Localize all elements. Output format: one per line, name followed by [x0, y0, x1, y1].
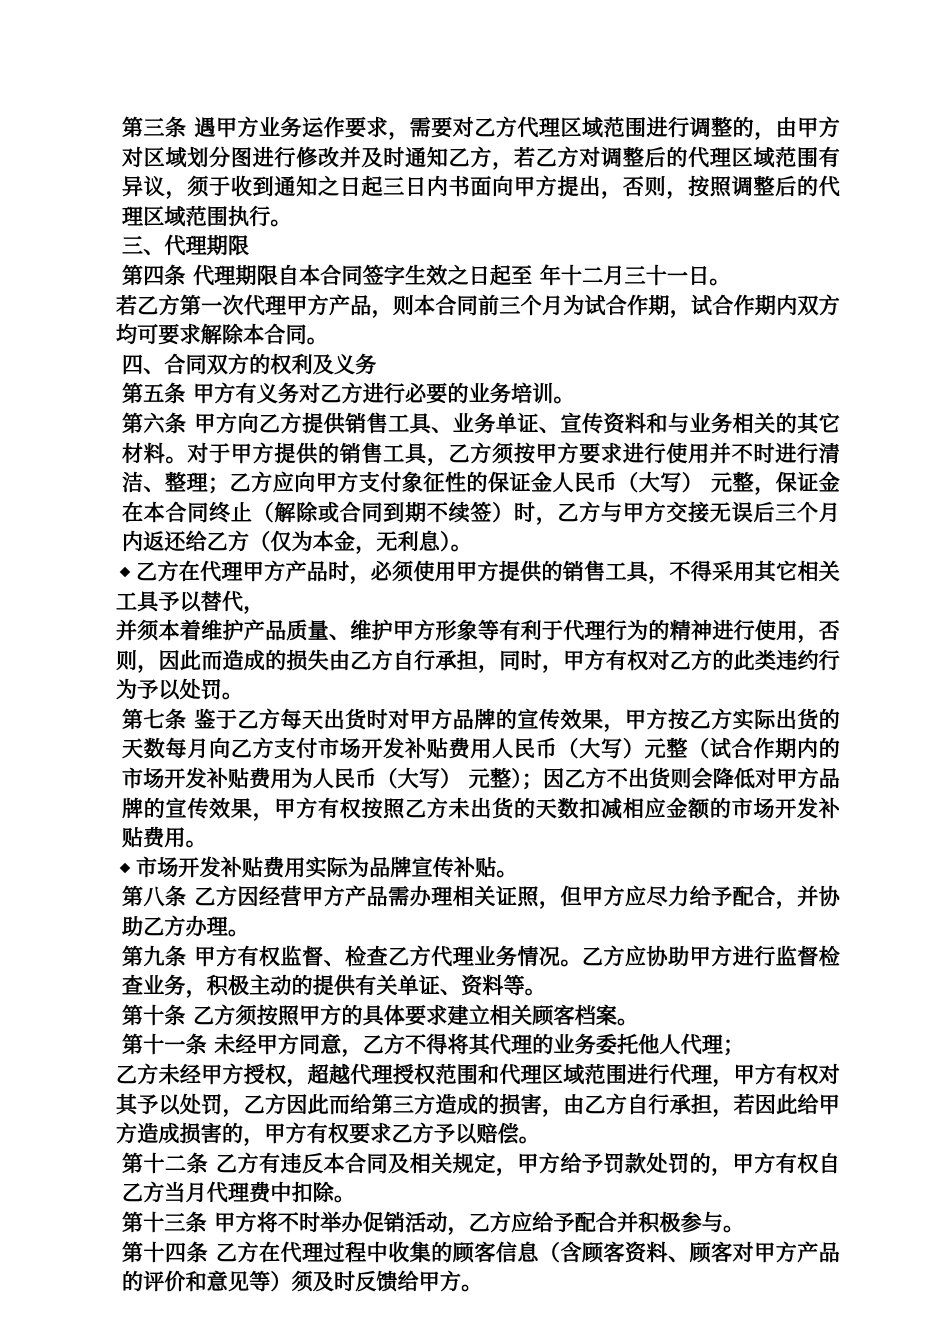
article-11-continuation: 乙方未经甲方授权，超越代理授权范围和代理区域范围进行代理，甲方有权对其予以处罚，乙方因此而给第三方造成的损害，由乙方自行承担，若因此给甲方造成损害的，甲方有权要求乙方予以赔偿。 — [116, 1063, 840, 1147]
bullet-item-text: 乙方在代理甲方产品时，必须使用甲方提供的销售工具，不得采用其它相关工具予以替代， — [116, 559, 840, 614]
article-10: 第十条 乙方须按照甲方的具体要求建立相关顾客档案。 — [122, 1003, 639, 1028]
article-5: 第五条 甲方有义务对乙方进行必要的业务培训。 — [122, 382, 575, 407]
article-7: 第七条 鉴于乙方每天出货时对甲方品牌的宣传效果，甲方按乙方实际出货的天数每月向乙方支付市场开发补贴费用人民币（大写）元整（试合作期内的市场开发补贴费用为人民币（大写） 元整）；因乙方不出货则会降低对甲方品牌的宣传效果，甲方有权按照乙方未出货的天数扣减相应金额的市场开发补贴费用。 — [122, 707, 840, 851]
article-9: 第九条 甲方有权监督、检查乙方代理业务情况。乙方应协助甲方进行监督检查业务，积极主动的提供有关单证、资料等。 — [122, 944, 840, 999]
article-14: 第十四条 乙方在代理过程中收集的顾客信息（含顾客资料、顾客对甲方产品的评价和意见等）须及时反馈给甲方。 — [122, 1240, 840, 1295]
article-11: 第十一条 未经甲方同意，乙方不得将其代理的业务委托他人代理； — [122, 1033, 745, 1058]
article-4: 第四条 代理期限自本合同签字生效之日起至 年十二月三十一日。 — [122, 263, 731, 288]
section-heading-3: 三、代理期限 — [122, 234, 250, 259]
document-page — [116, 114, 840, 1298]
article-3: 第三条 遇甲方业务运作要求，需要对乙方代理区域范围进行调整的，由甲方对区域划分图进行修改并及时通知乙方，若乙方对调整后的代理区域范围有异议，须于收到通知之日起三日内书面向甲方提出，否则，按照调整后的代理区域范围执行。 — [122, 116, 840, 229]
diamond-bullet-icon — [120, 863, 131, 874]
article-6: 第六条 甲方向乙方提供销售工具、业务单证、宣传资料和与业务相关的其它材料。对于甲方提供的销售工具，乙方须按甲方要求进行使用并不时进行清洁、整理；乙方应向甲方支付象征性的保证金人民币（大写） 元整，保证金在本合同终止（解除或合同到期不续签）时，乙方与甲方交接无误后三个月内返还给乙方（仅为本金，无利息）。 — [122, 411, 840, 555]
bullet-item-subsidy — [116, 854, 840, 884]
article-4-continuation: 若乙方第一次代理甲方产品，则本合同前三个月为试合作期，试合作期内双方均可要求解除本合同。 — [116, 293, 840, 348]
bullet-item-sales-tools — [116, 558, 840, 617]
diamond-bullet-icon — [120, 567, 131, 578]
article-12: 第十二条 乙方有违反本合同及相关规定，甲方给予罚款处罚的，甲方有权自乙方当月代理费中扣除。 — [122, 1151, 840, 1206]
section-heading-4: 四、合同双方的权利及义务 — [122, 352, 377, 377]
bullet-item-text: 市场开发补贴费用实际为品牌宣传补贴。 — [136, 855, 518, 880]
article-13: 第十三条 甲方将不时举办促销活动，乙方应给予配合并积极参与。 — [122, 1210, 745, 1235]
bullet-item-continuation: 并须本着维护产品质量、维护甲方形象等有利于代理行为的精神进行使用，否则，因此而造成的损失由乙方自行承担，同时，甲方有权对乙方的此类违约行为予以处罚。 — [116, 619, 840, 703]
article-8: 第八条 乙方因经营甲方产品需办理相关证照，但甲方应尽力给予配合，并协助乙方办理。 — [122, 885, 840, 940]
